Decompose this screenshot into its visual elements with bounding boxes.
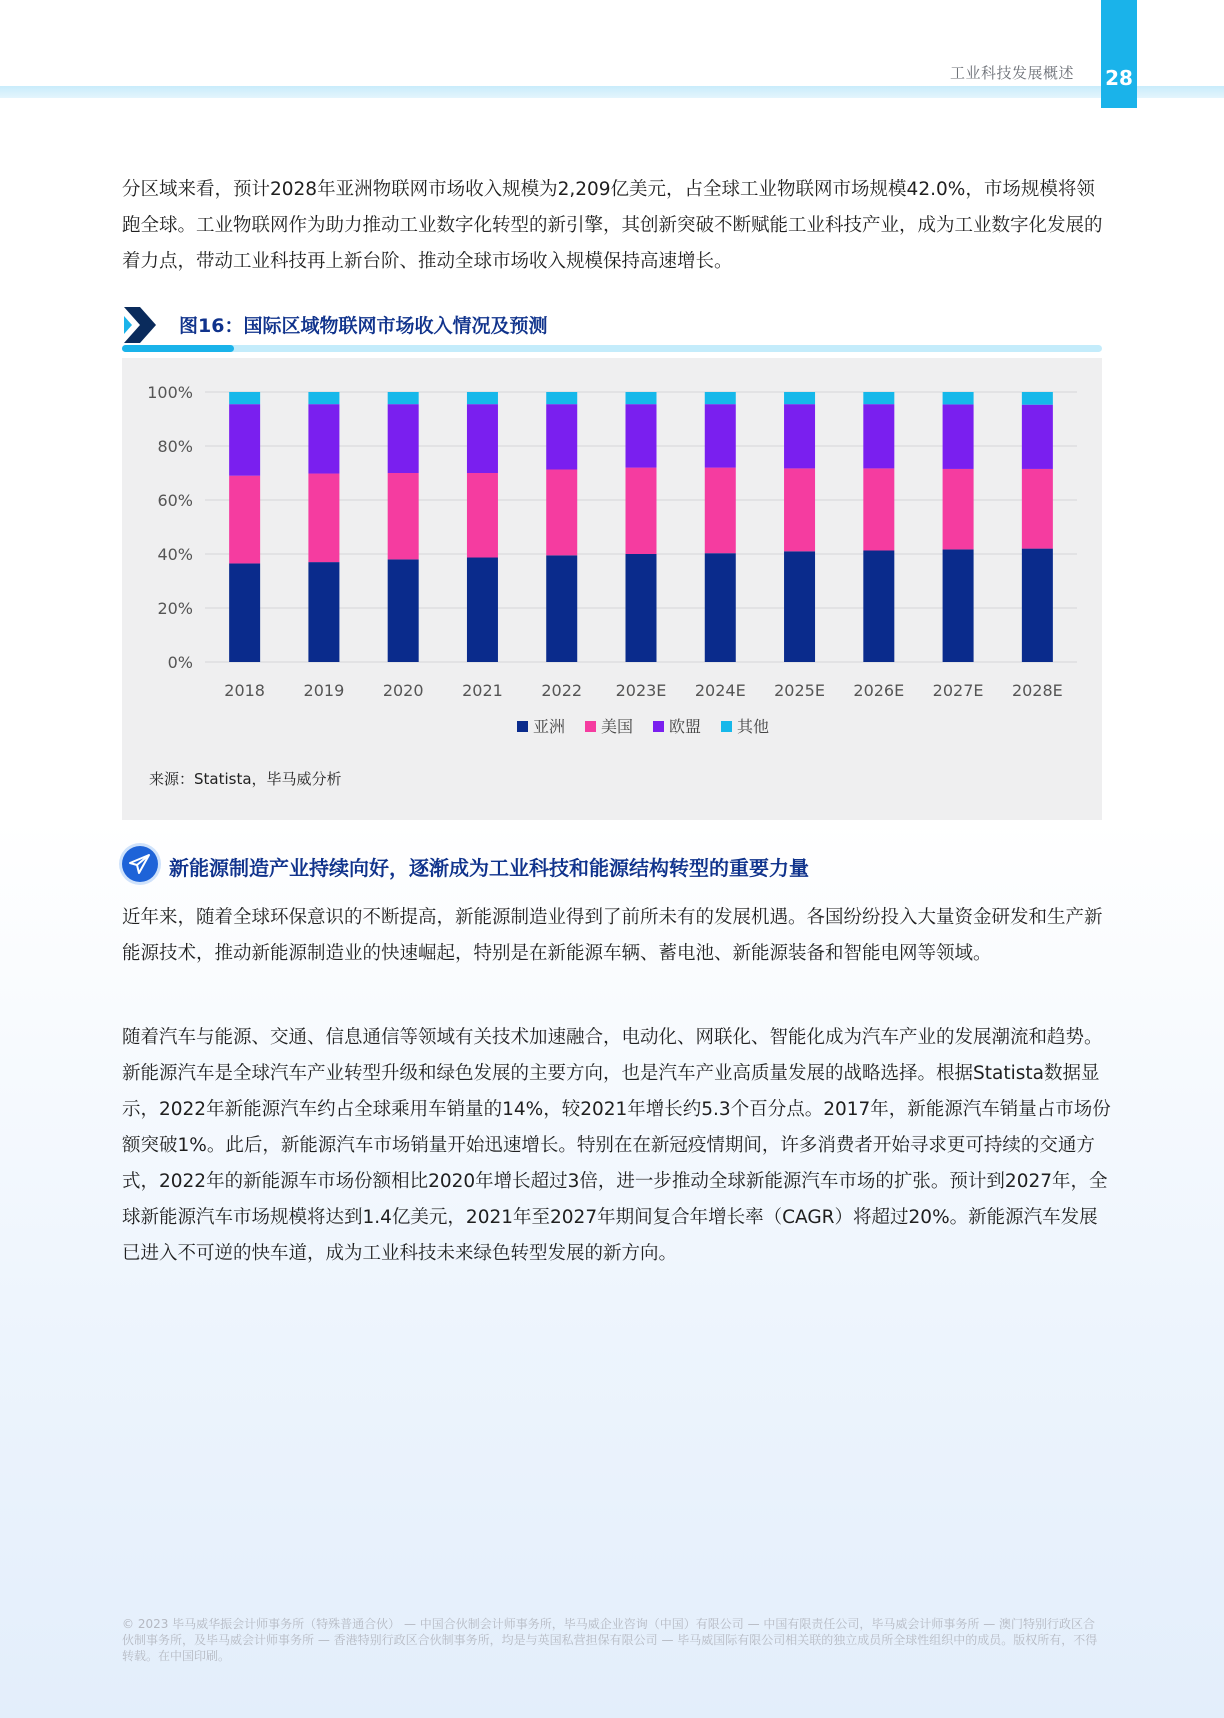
y-tick-label: 100% xyxy=(147,383,193,402)
bar-segment xyxy=(943,392,974,404)
footer-copyright: © 2023 毕马威华振会计师事务所（特殊普通合伙） — 中国合伙制会计师事务所，毕马威企业咨询（中国）有限公司 — 中国有限责任公司，毕马威会计师事务所 — 澳门特别行政区合伙制事务所，及毕马威会计师事务所 — 香港特别行政区合伙制事务所，均是与英国私营担保有限公司 — 毕马威国际有限公司相关联的独立成员所全球性组织中的成员。版权所有，不得转载。在中国印刷。 xyxy=(122,1617,1098,1663)
legend-swatch xyxy=(585,721,596,732)
x-tick-label: 2023E xyxy=(615,681,667,700)
y-tick-label: 60% xyxy=(157,491,193,510)
bar-segment xyxy=(705,553,736,662)
x-tick-label: 2026E xyxy=(853,681,905,700)
bar-segment xyxy=(308,562,339,662)
bar-segment xyxy=(705,468,736,554)
x-tick-label: 2019 xyxy=(303,681,345,700)
stacked-bar-chart xyxy=(122,358,1102,758)
bar-segment xyxy=(388,392,419,404)
double-chevron-icon xyxy=(122,307,162,343)
x-tick-label: 2022 xyxy=(541,681,583,700)
bar-segment xyxy=(863,392,894,404)
bar-segment xyxy=(784,551,815,662)
bar-segment xyxy=(308,392,339,404)
bar-segment xyxy=(388,404,419,473)
bar-segment xyxy=(784,392,815,404)
bar-segment xyxy=(308,474,339,563)
paper-plane-icon xyxy=(122,846,158,882)
figure-title: 图16：国际区域物联网市场收入情况及预测 xyxy=(179,315,548,337)
bar-segment xyxy=(705,404,736,467)
bar-segment xyxy=(467,404,498,473)
bar-segment xyxy=(784,404,815,468)
legend-label: 亚洲 xyxy=(533,717,566,736)
bar-segment xyxy=(308,404,339,473)
figure-title-underline xyxy=(122,345,1102,352)
legend-label: 美国 xyxy=(601,717,634,736)
figure-source: 来源：Statista，毕马威分析 xyxy=(149,770,342,788)
body-paragraph-1: 近年来，随着全球环保意识的不断提高，新能源制造业得到了前所未有的发展机遇。各国纷纷投入大量资金研发和生产新能源技术，推动新能源制造业的快速崛起，特别是在新能源车辆、蓄电池、新能源装备和智能电网等领域。 xyxy=(122,907,1103,964)
bar-segment xyxy=(784,468,815,551)
x-tick-label: 2027E xyxy=(932,681,984,700)
chart-panel xyxy=(122,358,1102,820)
page-number: 28 xyxy=(1105,66,1133,90)
y-tick-label: 40% xyxy=(157,545,193,564)
bar-segment xyxy=(1022,469,1053,549)
section-title: 新能源制造产业持续向好，逐渐成为工业科技和能源结构转型的重要力量 xyxy=(169,856,809,880)
bar-segment xyxy=(705,392,736,404)
legend-swatch xyxy=(653,721,664,732)
bar-segment xyxy=(546,555,577,662)
figure-title-row xyxy=(122,305,1102,349)
bar-segment xyxy=(229,563,260,662)
bar-segment xyxy=(626,554,657,662)
bar-segment xyxy=(863,404,894,468)
x-tick-label: 2024E xyxy=(694,681,746,700)
x-tick-label: 2018 xyxy=(224,681,265,700)
bar-segment xyxy=(388,559,419,662)
bar-segment xyxy=(1022,549,1053,662)
bar-segment xyxy=(943,469,974,549)
bar-segment xyxy=(626,404,657,467)
x-tick-label: 2021 xyxy=(462,681,503,700)
bar-segment xyxy=(229,476,260,564)
running-header-title: 工业科技发展概述 xyxy=(949,64,1074,82)
body-paragraph-2: 随着汽车与能源、交通、信息通信等领域有关技术加速融合，电动化、网联化、智能化成为汽车产业的发展潮流和趋势。新能源汽车是全球汽车产业转型升级和绿色发展的主要方向，也是汽车产业高质量发展的战略选择。根据Statista数据显示，2022年新能源汽车约占全球乘用车销量的14%，较2021年增长约5.3个百分点。2017年，新能源汽车销量占市场份额突破1%。此后，新能源汽车市场销量开始迅速增长。特别在在新冠疫情期间，许多消费者开始寻求更可持续的交通方式，2022年的新能源车市场份额相比2020年增长超过3倍，进一步推动全球新能源汽车市场的扩张。预计到2027年，全球新能源汽车市场规模将达到1.4亿美元，2021年至2027年期间复合年增长率（CAGR）将超过20%。新能源汽车发展已进入不可逆的快车道，成为工业科技未来绿色转型发展的新方向。 xyxy=(122,1027,1111,1264)
bar-segment xyxy=(229,392,260,404)
legend-swatch xyxy=(721,721,732,732)
x-tick-label: 2028E xyxy=(1011,681,1063,700)
bar-segment xyxy=(626,468,657,554)
bar-segment xyxy=(943,549,974,662)
bar-segment xyxy=(229,404,260,476)
bar-segment xyxy=(546,469,577,555)
x-tick-label: 2020 xyxy=(382,681,424,700)
bar-segment xyxy=(546,392,577,404)
x-tick-label: 2025E xyxy=(774,681,825,700)
bar-segment xyxy=(467,392,498,404)
bar-segment xyxy=(626,392,657,404)
figure-title-underline-accent xyxy=(122,345,234,352)
y-tick-label: 80% xyxy=(157,437,193,456)
header-band xyxy=(0,86,1224,98)
y-tick-label: 0% xyxy=(167,653,193,672)
bar-segment xyxy=(863,468,894,550)
section-heading xyxy=(122,846,1112,886)
legend-label: 其他 xyxy=(737,717,770,736)
bar-segment xyxy=(1022,405,1053,469)
bar-segment xyxy=(467,558,498,662)
legend-label: 欧盟 xyxy=(669,717,702,736)
bar-segment xyxy=(943,404,974,469)
legend-swatch xyxy=(517,721,528,732)
bar-segment xyxy=(546,404,577,469)
page-number-tab xyxy=(1101,0,1137,108)
bar-segment xyxy=(467,473,498,558)
intro-paragraph: 分区域来看，预计2028年亚洲物联网市场收入规模为2,209亿美元，占全球工业物联网市场规模42.0%，市场规模将领跑全球。工业物联网作为助力推动工业数字化转型的新引擎，其创新突破不断赋能工业科技产业，成为工业数字化发展的着力点，带动工业科技再上新台阶、推动全球市场收入规模保持高速增长。 xyxy=(122,179,1103,272)
y-tick-label: 20% xyxy=(157,599,193,618)
bar-segment xyxy=(388,473,419,559)
bar-segment xyxy=(863,550,894,662)
bar-segment xyxy=(1022,392,1053,405)
